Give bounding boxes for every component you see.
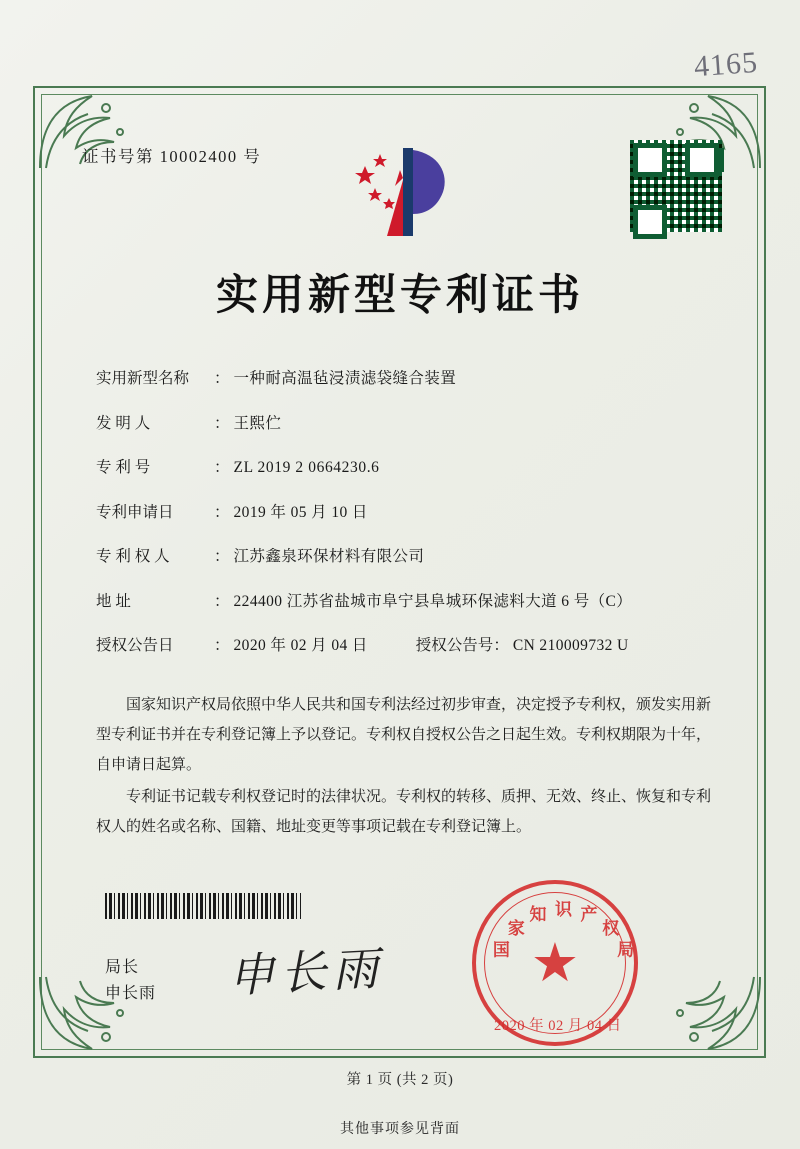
signature-title-line1: 局长: [105, 959, 140, 976]
field-value: 一种耐高温毡浸渍滤袋缝合装置: [233, 370, 457, 387]
patent-fields: [96, 366, 706, 678]
seal-star-icon: ★: [530, 933, 580, 993]
announcement-date-label: 授权公告日: [96, 637, 174, 654]
field-colon: ：: [214, 414, 230, 432]
handwritten-number: 4165: [692, 45, 760, 84]
handwritten-signature: 申长雨: [226, 942, 386, 1003]
announcement-date-value: 2020 年 02 月 04 日: [233, 637, 368, 654]
field-colon: ：: [214, 637, 230, 654]
paragraph-1: 国家知识产权局依照中华人民共和国专利法经过初步审查，决定授予专利权，颁发实用新型专利证书并在专利登记簿上予以登记。专利权自授权公告之日起生效。专利权期限为十年，自申请日起算。: [96, 697, 712, 773]
field-colon: ：: [214, 370, 230, 387]
seal-date: 2020 年 02 月 04 日: [494, 1018, 622, 1034]
announcement-number-label: 授权公告号: [415, 637, 494, 654]
page-title: 实用新型专利证书: [215, 273, 584, 319]
field-row-patentee: [96, 544, 706, 566]
signature-title: [105, 955, 156, 1007]
qr-code-icon: [630, 140, 722, 232]
field-value: ZL 2019 2 0664230.6: [233, 459, 380, 476]
field-value: 王熙伫: [233, 414, 282, 432]
field-label: 专 利 号: [96, 459, 151, 476]
field-value: 224400 江苏省盐城市阜宁县阜城环保滤料大道 6 号（C）: [233, 592, 633, 610]
field-colon: ：: [214, 503, 230, 521]
field-colon: ：: [214, 592, 230, 610]
field-row-inventor: [96, 411, 706, 433]
footnote: 其他事项参见背面: [340, 1122, 460, 1137]
field-row-address: [96, 589, 706, 611]
field-label: 专 利 权 人: [96, 548, 170, 565]
field-label: 专利申请日: [96, 503, 174, 521]
legal-text: [96, 690, 711, 844]
field-row-application-date: [96, 500, 706, 522]
certificate-number: 证书号第 10002400 号: [82, 147, 262, 166]
field-value: 江苏鑫泉环保材料有限公司: [233, 548, 425, 565]
field-label: 实用新型名称: [96, 370, 190, 387]
barcode: [105, 893, 301, 919]
announcement-number-value: CN 210009732 U: [512, 637, 629, 654]
signature-title-line2: 申长雨: [105, 985, 157, 1002]
cnipa-logo-icon: [347, 140, 465, 250]
field-colon: ：: [493, 637, 509, 654]
seal-text: 国 家 知 识 产 权 局: [492, 900, 635, 960]
field-row-name: [96, 366, 706, 388]
field-row-announcement: [96, 633, 706, 655]
field-colon: ：: [214, 459, 230, 476]
field-value: 2019 年 05 月 10 日: [233, 503, 368, 521]
field-colon: ：: [214, 548, 230, 565]
paragraph-2: 专利证书记载专利权登记时的法律状况。专利权的转移、质押、无效、终止、恢复和专利权人的姓名或名称、国籍、地址变更等事项记载在专利登记簿上。: [96, 789, 712, 835]
page-number: 第 1 页 (共 2 页): [346, 1072, 454, 1088]
field-label: 发 明 人: [96, 414, 151, 432]
field-label: 地 址: [96, 592, 131, 610]
field-row-patent-number: [96, 455, 706, 477]
